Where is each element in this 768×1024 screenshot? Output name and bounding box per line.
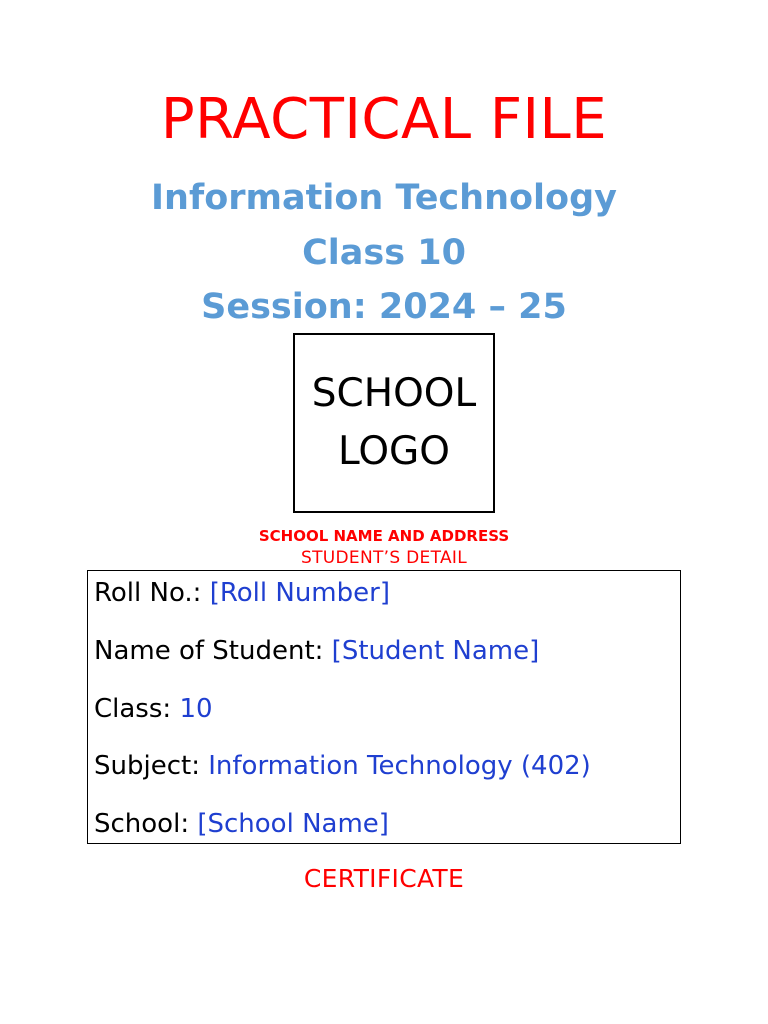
certificate-heading: CERTIFICATE bbox=[303, 864, 465, 893]
school-logo-placeholder bbox=[293, 333, 495, 513]
student-details-box bbox=[87, 570, 681, 844]
detail-label: Name of Student: bbox=[94, 636, 332, 666]
student-detail-heading: STUDENT’S DETAIL bbox=[301, 548, 467, 568]
detail-label: School: bbox=[94, 809, 198, 839]
detail-value: [Roll Number] bbox=[209, 578, 390, 608]
detail-label: Subject: bbox=[94, 751, 209, 781]
detail-value: 10 bbox=[179, 694, 213, 724]
logo-text-line2: LOGO bbox=[338, 429, 450, 474]
detail-row-subject bbox=[94, 749, 591, 783]
session-heading: Session: 2024 – 25 bbox=[201, 287, 567, 327]
detail-row-school bbox=[94, 807, 389, 841]
detail-label: Roll No.: bbox=[94, 578, 210, 608]
detail-row-student-name bbox=[94, 634, 539, 668]
detail-value: [School Name] bbox=[197, 809, 389, 839]
logo-text-line1: SCHOOL bbox=[311, 371, 477, 416]
detail-value: Information Technology (402) bbox=[208, 751, 591, 781]
detail-value: [Student Name] bbox=[331, 636, 540, 666]
class-heading: Class 10 bbox=[302, 233, 466, 273]
detail-row-class bbox=[94, 692, 213, 726]
school-name-address: SCHOOL NAME AND ADDRESS bbox=[258, 527, 510, 545]
page-title: PRACTICAL FILE bbox=[160, 87, 608, 152]
detail-row-roll-no bbox=[94, 576, 390, 610]
subject-heading: Information Technology bbox=[151, 178, 617, 218]
detail-label: Class: bbox=[94, 694, 180, 724]
